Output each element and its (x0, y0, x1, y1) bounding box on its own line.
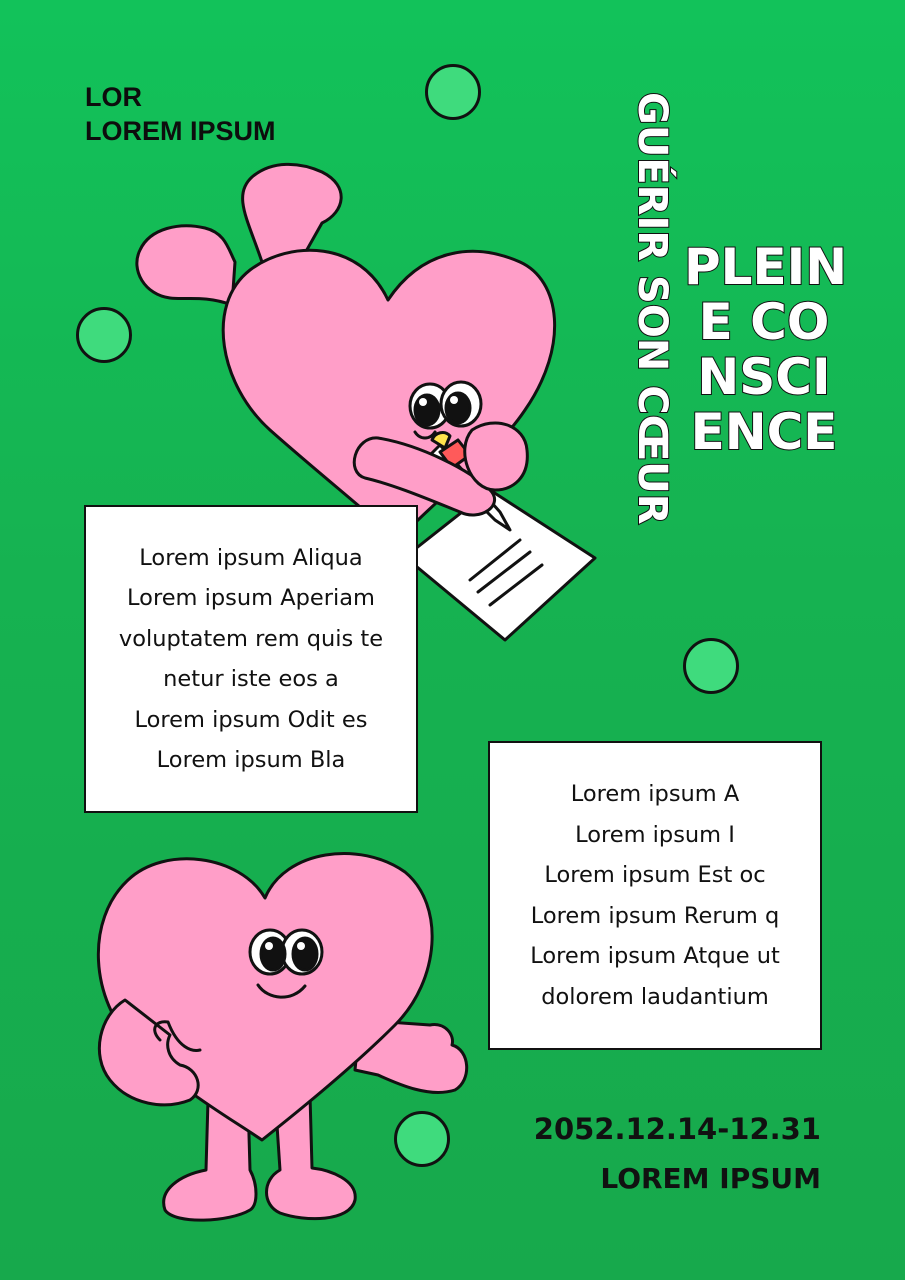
text-line: Lorem ipsum A (570, 781, 740, 807)
text-box-left (84, 505, 418, 813)
text-line: Lorem ipsum Aperiam (127, 585, 375, 611)
footer-label: LOREM IPSUM (600, 1162, 821, 1195)
text-line: Lorem ipsum Est oc (544, 862, 766, 888)
text-line: dolorem laudantium (541, 983, 769, 1010)
text-box-right (488, 741, 822, 1050)
text-line: netur iste eos a (163, 666, 339, 692)
main-title-line: PLEIN (684, 238, 848, 296)
text-line: Lorem ipsum Atque ut (530, 943, 780, 969)
header-line-2: LOREM IPSUM (85, 116, 276, 146)
main-title-line: ENCE (690, 403, 838, 461)
text-line: Lorem ipsum Rerum q (530, 902, 780, 929)
header-line-1: LOR (85, 82, 142, 112)
vertical-title: GUÉRIR SON CŒUR (629, 92, 675, 525)
text-line: Lorem ipsum I (575, 821, 735, 848)
heart-character-pointing (98, 853, 466, 1220)
event-date: 2052.12.14-12.31 (533, 1112, 821, 1146)
main-title-line: NSCI (697, 348, 831, 406)
text-line: voluptatem rem quis te (118, 625, 384, 652)
main-title (684, 238, 848, 461)
main-title-line: E CO (698, 293, 830, 351)
text-line: Lorem ipsum Aliqua (139, 544, 363, 571)
text-line: Lorem ipsum Odit es (134, 706, 368, 733)
text-line: Lorem ipsum Bla (156, 747, 346, 773)
